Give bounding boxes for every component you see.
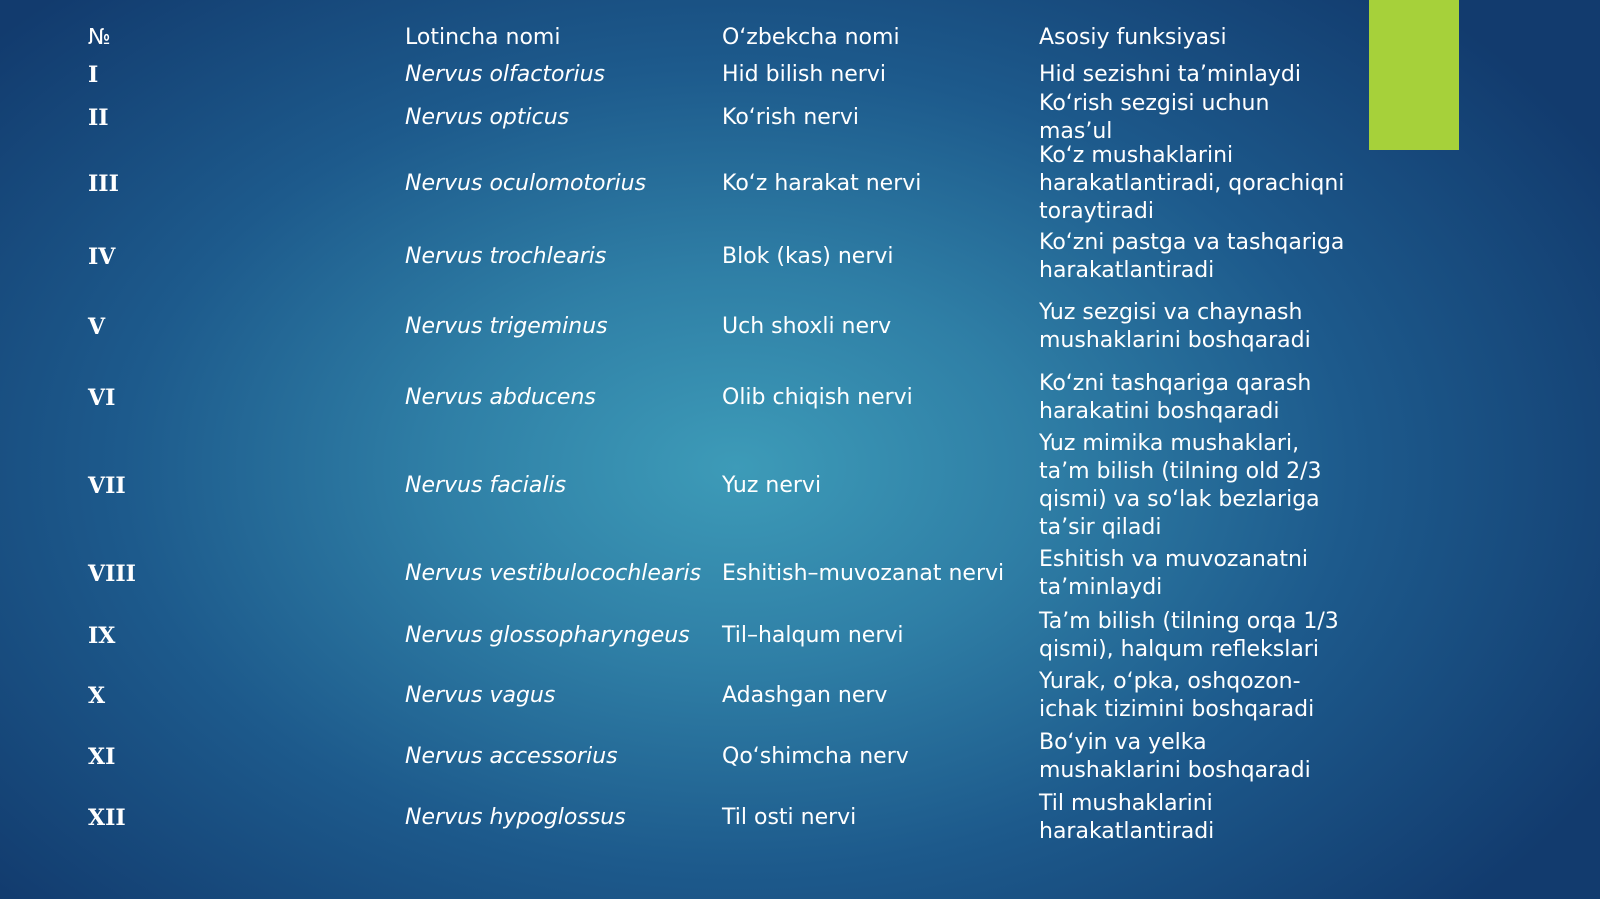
header-number: № [88,25,111,50]
nerve-function: Ko‘z mushaklarini harakatlantiradi, qorachiqni toraytiradi [1039,143,1345,224]
nerve-latin-name: Nervus trigeminus [405,314,608,339]
nerve-uzbek-name: Uch shoxli nerv [722,314,892,339]
nerve-function: Yuz mimika mushaklari, ta’m bilish (tilning old 2/3 qismi) va so‘lak bezlariga ta’sir qiladi [1039,431,1322,540]
table-row [88,542,1348,606]
nerve-number: VIII [88,561,136,587]
nerve-function: Yuz sezgisi va chaynash mushaklarini boshqaradi [1039,300,1311,353]
nerve-latin-name: Nervus vestibulocochlearis [405,561,702,586]
nerve-latin-name: Nervus accessorius [405,744,618,769]
nerve-uzbek-name: Adashgan nerv [722,683,888,708]
nerve-function: Hid sezishni ta’minlaydi [1039,62,1302,87]
nerve-function: Ko‘zni pastga va tashqariga harakatlantiradi [1039,230,1345,283]
header-uzbek-name: O‘zbekcha nomi [722,25,900,50]
nerve-function: Ta’m bilish (tilning orqa 1/3 qismi), halqum reflekslari [1039,609,1339,662]
nerve-uzbek-name: Til–halqum nervi [722,623,904,648]
nerve-latin-name: Nervus vagus [405,683,556,708]
nerve-function: Til mushaklarini harakatlantiradi [1039,791,1215,844]
nerve-latin-name: Nervus trochlearis [405,244,607,269]
nerve-number: IV [88,244,116,270]
table-row [88,226,1348,288]
nerve-uzbek-name: Blok (kas) nervi [722,244,894,269]
nerve-number: IX [88,623,116,649]
nerve-function: Eshitish va muvozanatni ta’minlaydi [1039,547,1309,600]
nerve-uzbek-name: Ko‘rish nervi [722,105,859,130]
nerve-latin-name: Nervus olfactorius [405,62,605,87]
nerve-number: II [88,105,109,131]
nerve-uzbek-name: Yuz nervi [722,473,822,498]
nerve-function: Ko‘rish sezgisi uchun mas’ul [1039,91,1270,144]
table-row [88,366,1348,430]
nerve-number: XII [88,805,126,831]
nerve-uzbek-name: Eshitish–muvozanat nervi [722,561,1005,586]
nerve-function: Yurak, o‘pka, oshqozon-ichak tizimini boshqaradi [1039,669,1315,722]
nerve-uzbek-name: Hid bilish nervi [722,62,886,87]
nerve-latin-name: Nervus hypoglossus [405,805,626,830]
nerve-latin-name: Nervus facialis [405,473,567,498]
header-latin-name: Lotincha nomi [405,25,561,50]
nerve-number: X [88,683,106,709]
nerve-number: VII [88,473,126,499]
nerve-number: III [88,171,119,197]
nerve-uzbek-name: Ko‘z harakat nervi [722,171,922,196]
table-row [88,430,1348,542]
table-row [88,666,1348,726]
nerve-number: I [88,62,99,88]
table-row [88,726,1348,788]
nerve-number: V [88,314,106,340]
table-header-row [88,20,1348,56]
table-row [88,142,1348,226]
nerve-number: XI [88,744,116,770]
table-row [88,288,1348,366]
table-row [88,788,1348,848]
header-main-function: Asosiy funksiyasi [1039,25,1227,50]
table-row [88,91,1348,144]
nerve-latin-name: Nervus glossopharyngeus [405,623,690,648]
table-row [88,56,1348,94]
nerve-function: Ko‘zni tashqariga qarash harakatini boshqaradi [1039,371,1312,424]
nerve-function: Bo‘yin va yelka mushaklarini boshqaradi [1039,730,1311,783]
table-row [88,606,1348,666]
nerve-latin-name: Nervus oculomotorius [405,171,647,196]
nerve-uzbek-name: Olib chiqish nervi [722,385,913,410]
nerve-uzbek-name: Til osti nervi [722,805,857,830]
nerve-uzbek-name: Qo‘shimcha nerv [722,744,909,769]
accent-bar [1369,0,1459,150]
nerve-number: VI [88,385,116,411]
nerve-latin-name: Nervus abducens [405,385,596,410]
nerve-latin-name: Nervus opticus [405,105,570,130]
cranial-nerves-table [88,20,1348,848]
